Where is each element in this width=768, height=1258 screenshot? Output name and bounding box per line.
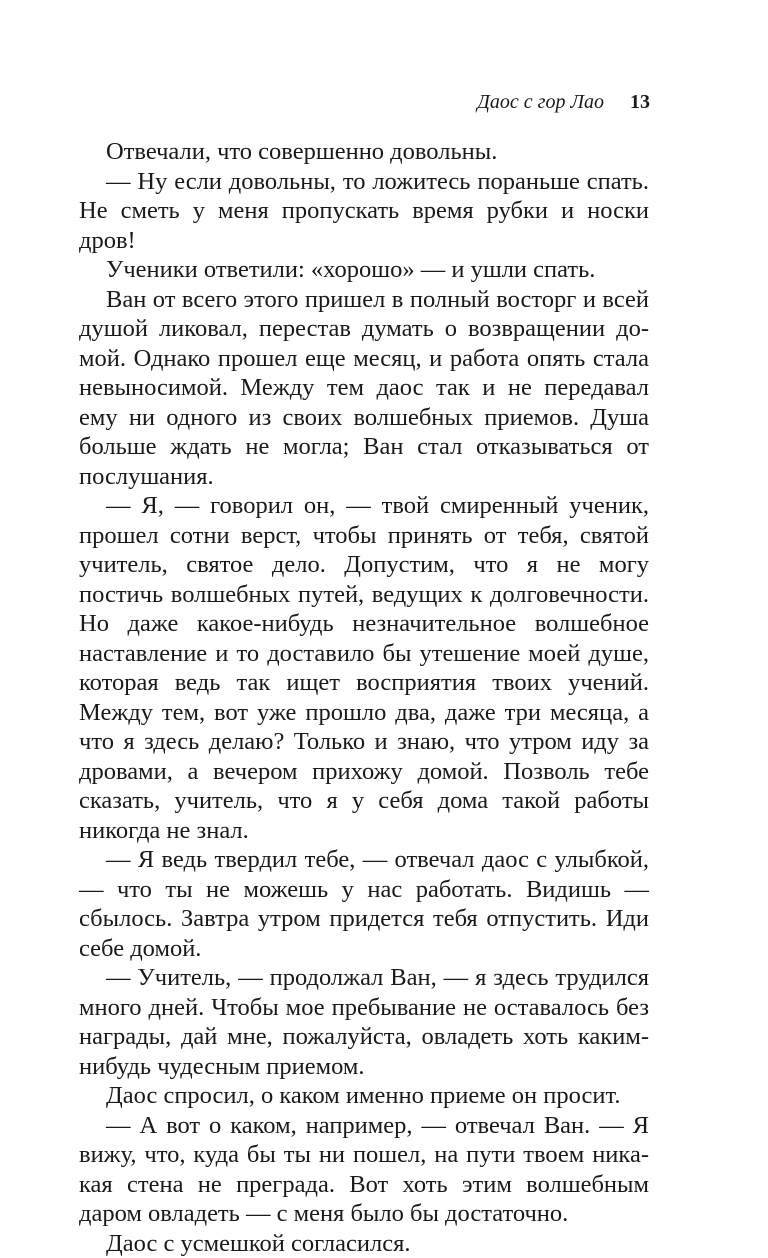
paragraph: Ученики ответили: «хорошо» — и ушли спать. [79,255,649,285]
paragraph: Отвечали, что совершенно довольны. [79,137,649,167]
paragraph: — Ну если довольны, то ложитесь пораньше спать. Не сметь у меня пропускать время рубки и носки дров! [79,167,649,256]
paragraph: — Учитель, — продолжал Ван, — я здесь трудился много дней. Чтобы мое пребывание не оставалось без награды, дай мне, пожалуйста, овладеть хоть каким-нибудь чудесным приемом. [79,963,649,1081]
running-head [477,88,650,116]
paragraph: Ван от всего этого пришел в полный восторг и всей душой ликовал, перестав думать о возвращении домой. Однако прошел еще месяц, и работа опять стала невыносимой. Между тем даос так и не передавал ему ни одного из своих волшебных приемов. Душа больше ждать не могла; Ван стал отказываться от послушания. [79,285,649,492]
paragraph: Даос с усмешкой согласился. [79,1229,649,1258]
paragraph: — Я, — говорил он, — твой смиренный ученик, прошел сотни верст, чтобы принять от тебя, святой учитель, святое дело. Допустим, что я не могу постичь волшебных путей, ведущих к долговечности. Но даже какое-нибудь незначительное волшебное наставление и то доставило бы утешение моей душе, которая ведь так ищет восприятия твоих учений. Между тем, вот уже прошло два, даже три месяца, а что я здесь делаю? Только и знаю, что утром иду за дровами, а вечером прихожу домой. Позволь тебе сказать, учитель, что я у себя дома такой работы никогда не знал. [79,491,649,845]
paragraph: Даос спросил, о каком именно приеме он просит. [79,1081,649,1111]
body-text [79,137,649,1258]
paragraph: — Я ведь твердил тебе, — отвечал даос с улыбкой, — что ты не можешь у нас работать. Видишь — сбылось. Завтра утром придется тебя отпустить. Иди себе домой. [79,845,649,963]
paragraph: — А вот о каком, например, — отвечал Ван. — Я вижу, что, куда бы ты ни пошел, на пути твоем никакая стена не преграда. Вот хоть этим волшебным даром овладеть — с меня было бы достаточно. [79,1111,649,1229]
running-head-title: Даос с гор Лао [477,91,604,113]
page-number: 13 [630,91,650,113]
